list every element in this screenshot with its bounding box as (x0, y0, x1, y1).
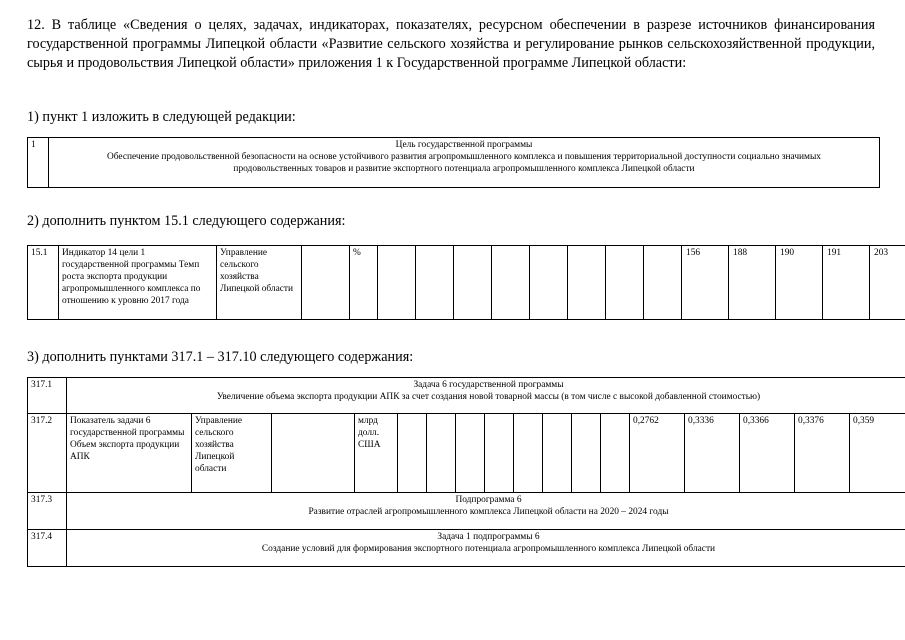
empty-cell (456, 414, 485, 493)
indicator-name: Индикатор 14 цели 1 государственной программы Темп роста экспорта продукции агропромышленного комплекса по отношению к уровню 2017 года (59, 246, 217, 320)
intro-paragraph: 12. В таблице «Сведения о целях, задачах, индикаторах, показателях, ресурсном обеспечении в разрезе источников финансирования государственной программы Липецкой области «Развитие сельского хозяйства и регулирование рынков сельскохозяйственной продукции, сырья и продовольствия Липецкой области» приложения 1 к Государственной программе Липецкой области: (27, 17, 875, 71)
goal-text: Обеспечение продовольственной безопасности на основе устойчивого развития агропромышленного комплекса и повышения территориальной доступности социально значимых продовольственных товаров и развитие экспортного потенциала агропромышленного комплекса Липецкой области (107, 152, 821, 174)
empty-cell (530, 246, 568, 320)
empty-cell (644, 246, 682, 320)
executor: Управление сельского хозяйства Липецкой области (192, 414, 272, 493)
value-cell: 156 (682, 246, 729, 320)
empty-cell (572, 414, 601, 493)
empty-cell (485, 414, 514, 493)
subprogram-cell (67, 493, 905, 530)
section-1-heading: 1) пункт 1 изложить в следующей редакции: (27, 109, 296, 125)
empty-cell (416, 246, 454, 320)
indicator-name: Показатель задачи 6 государственной программы Объем экспорта продукции АПК (67, 414, 192, 493)
empty-cell (568, 246, 606, 320)
value-cell: 0,3376 (795, 414, 850, 493)
empty-cell (606, 246, 644, 320)
task-text: Увеличение объема экспорта продукции АПК за счет создания новой товарной массы (в том числе с высокой добавленной стоимостью) (216, 392, 761, 402)
row-number: 317.4 (28, 530, 67, 567)
empty-cell (378, 246, 416, 320)
empty-cell (454, 246, 492, 320)
task-cell (67, 378, 905, 414)
table-row (28, 246, 905, 320)
subtask-text: Создание условий для формирования экспортного потенциала агропромышленного комплекса Липецкой области (261, 544, 716, 554)
row-number: 317.1 (28, 378, 67, 414)
row-number: 317.2 (28, 414, 67, 493)
subprogram-text: Развитие отраслей агропромышленного комплекса Липецкой области на 2020 – 2024 годы (308, 507, 669, 517)
table-row (28, 414, 905, 493)
row-number: 317.3 (28, 493, 67, 530)
row-number: 15.1 (28, 246, 59, 320)
value-cell: 0,3366 (740, 414, 795, 493)
value-cell: 203 (870, 246, 905, 320)
subtask-cell (67, 530, 905, 567)
subtask-title: Задача 1 подпрограммы 6 (437, 532, 540, 542)
unit: млрд долл. США (355, 414, 398, 493)
value-cell: 191 (823, 246, 870, 320)
empty-cell (427, 414, 456, 493)
goal-cell (49, 138, 880, 188)
value-cell: 190 (776, 246, 823, 320)
subprogram-title: Подпрограмма 6 (455, 495, 522, 505)
empty-cell (398, 414, 427, 493)
table-row (28, 493, 905, 530)
value-cell: 0,359 (850, 414, 905, 493)
section-2-heading: 2) дополнить пунктом 15.1 следующего содержания: (27, 213, 346, 229)
empty-cell (514, 414, 543, 493)
unit: % (350, 246, 378, 320)
row-number: 1 (28, 138, 49, 188)
value-cell: 188 (729, 246, 776, 320)
table-tasks (27, 377, 905, 567)
value-cell: 0,3336 (685, 414, 740, 493)
table-row (28, 138, 880, 188)
section-3-heading: 3) дополнить пунктами 317.1 – 317.10 следующего содержания: (27, 349, 414, 365)
table-indicator (27, 245, 905, 320)
goal-title: Цель государственной программы (395, 140, 533, 150)
empty-cell (601, 414, 630, 493)
empty-cell (302, 246, 350, 320)
table-row (28, 378, 905, 414)
empty-cell (543, 414, 572, 493)
empty-cell (272, 414, 355, 493)
empty-cell (492, 246, 530, 320)
task-title: Задача 6 государственной программы (413, 380, 564, 390)
executor: Управление сельского хозяйства Липецкой области (217, 246, 302, 320)
value-cell: 0,2762 (630, 414, 685, 493)
table-goal (27, 137, 880, 188)
table-row (28, 530, 905, 567)
